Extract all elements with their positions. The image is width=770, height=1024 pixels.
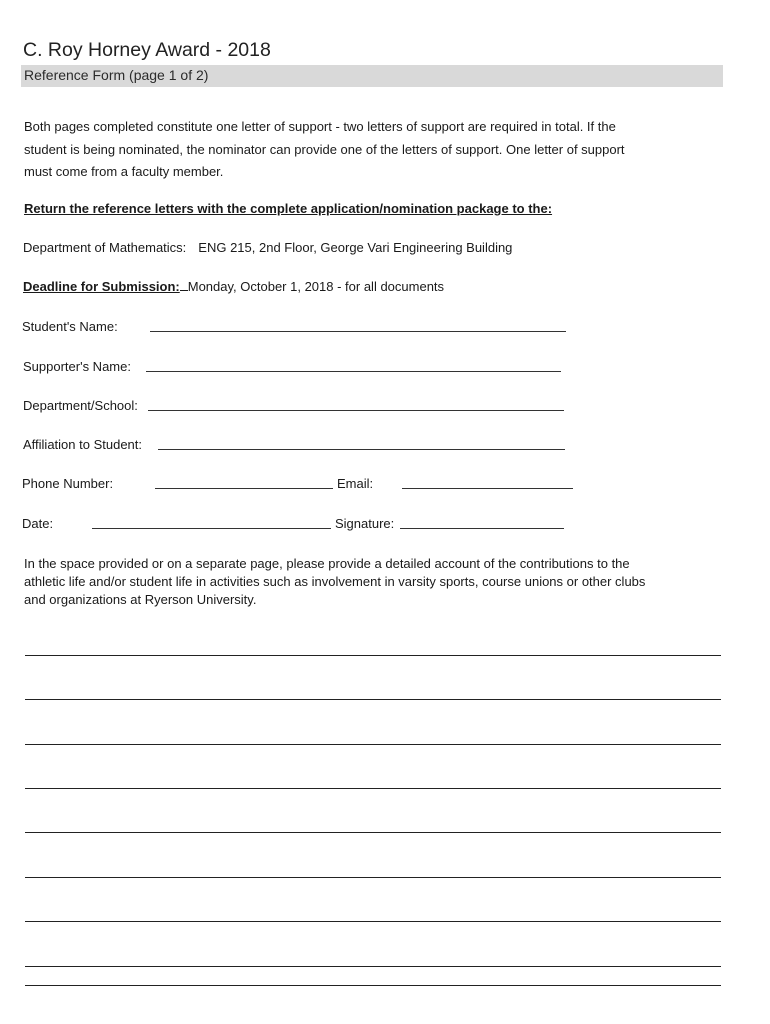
response-line[interactable] [25, 921, 721, 922]
department-address [23, 240, 512, 255]
intro-line: Both pages completed constitute one letter of support - two letters of support are required in total. If the [24, 119, 616, 134]
instructions-line: In the space provided or on a separate page, please provide a detailed account of the contributions to the [24, 556, 630, 571]
email-label: Email: [337, 476, 374, 491]
department-school-label: Department/School: [23, 398, 138, 413]
form-subtitle: Reference Form (page 1 of 2) [24, 67, 209, 83]
student-name-label: Student's Name: [22, 319, 118, 334]
signature-label: Signature: [335, 516, 395, 531]
phone-label: Phone Number: [22, 476, 114, 491]
phone-field[interactable] [155, 488, 333, 489]
response-line[interactable] [25, 744, 721, 745]
affiliation-field[interactable] [158, 449, 565, 450]
date-field[interactable] [92, 528, 331, 529]
date-label: Date: [22, 516, 54, 531]
signature-field[interactable] [400, 528, 564, 529]
response-line[interactable] [25, 985, 721, 986]
response-line[interactable] [25, 832, 721, 833]
affiliation-label: Affiliation to Student: [23, 437, 143, 452]
student-name-field[interactable] [150, 331, 566, 332]
response-line[interactable] [25, 699, 721, 700]
instructions-line: and organizations at Ryerson University. [24, 592, 257, 607]
supporter-name-label: Supporter's Name: [23, 359, 131, 374]
response-line[interactable] [25, 655, 721, 656]
email-field[interactable] [402, 488, 573, 489]
form-title: C. Roy Horney Award - 2018 [23, 39, 271, 61]
deadline [23, 279, 444, 294]
response-line[interactable] [25, 877, 721, 878]
department-label: Department of Mathematics: [23, 240, 187, 255]
supporter-name-field[interactable] [146, 371, 561, 372]
response-line[interactable] [25, 788, 721, 789]
deadline-label: Deadline for Submission: [23, 279, 180, 294]
department-location: ENG 215, 2nd Floor, George Vari Engineering Building [198, 240, 513, 255]
intro-line: student is being nominated, the nominator can provide one of the letters of support. One letter of support [24, 141, 625, 157]
return-instructions: Return the reference letters with the complete application/nomination package to the: [24, 201, 553, 216]
response-line[interactable] [25, 966, 721, 967]
department-school-field[interactable] [148, 410, 564, 411]
instructions-paragraph [24, 555, 704, 609]
intro-paragraph [24, 116, 684, 184]
deadline-value: Monday, October 1, 2018 - for all documents [187, 279, 445, 294]
instructions-line: athletic life and/or student life in activities such as involvement in varsity sports, course unions or other clubs [24, 574, 646, 589]
intro-line: must come from a faculty member. [24, 164, 224, 179]
